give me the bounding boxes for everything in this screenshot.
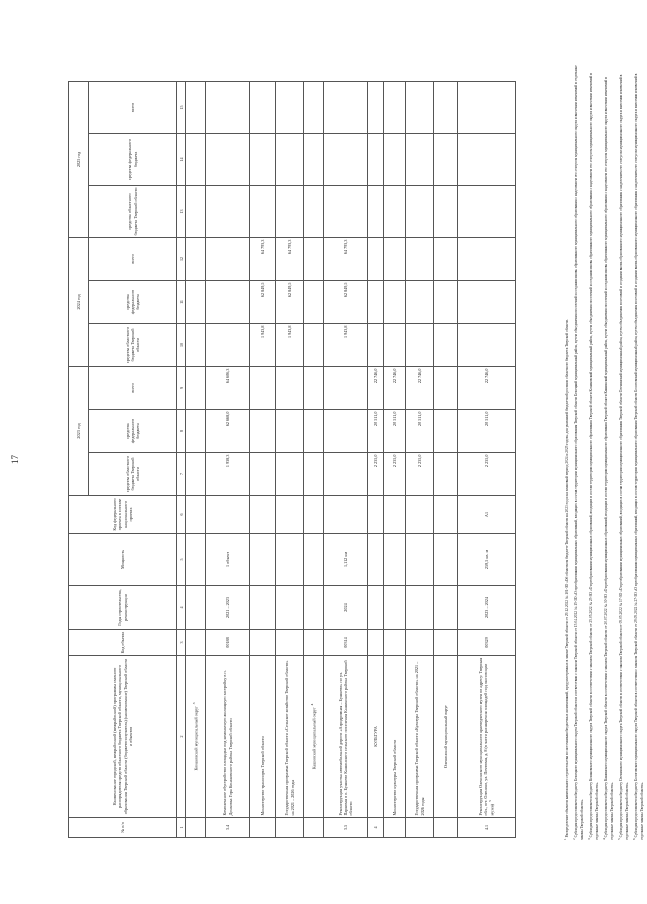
cell-name	[250, 656, 276, 818]
cell-f24	[368, 280, 384, 323]
cell-t23: 22 746,0	[368, 366, 384, 409]
cell-name	[206, 656, 250, 818]
cell-name	[384, 656, 406, 818]
row-name: Комплексное обустройство площадки под компактную жилищную застройку в п. Донховка Гора Конаковского района Тверской области	[222, 670, 233, 816]
column-number: 12	[177, 237, 186, 280]
footnote-ref: 5	[488, 800, 493, 802]
footnote	[632, 64, 645, 840]
footnote	[563, 64, 571, 840]
cell-r25	[368, 185, 384, 237]
cell-years	[304, 586, 324, 630]
column-number: 4	[177, 586, 186, 630]
header-regional-2024: средства областного бюджета Тверской области	[89, 323, 177, 366]
cell-f23	[304, 410, 324, 453]
footnote-number: 5	[617, 838, 622, 840]
column-number: 3	[177, 630, 186, 656]
cell-code	[276, 630, 304, 656]
cell-f24: 62 849,5	[324, 280, 368, 323]
cell-t24	[368, 237, 384, 280]
cell-fed	[384, 496, 406, 534]
table-body	[186, 81, 516, 837]
cell-t24	[406, 237, 434, 280]
cell-t24	[434, 237, 458, 280]
cell-no	[434, 818, 458, 838]
column-number: 7	[177, 453, 186, 496]
cell-fed	[206, 496, 250, 534]
column-number: 6	[177, 496, 186, 534]
cell-f25	[384, 133, 406, 185]
cell-r25	[304, 185, 324, 237]
cell-t23: 22 746,0	[384, 366, 406, 409]
cell-r24: 1 943,8	[324, 323, 368, 366]
cell-r25	[250, 185, 276, 237]
cell-fed	[186, 496, 206, 534]
cell-f23: 20 511,0	[384, 410, 406, 453]
cell-name	[368, 656, 384, 818]
column-number: 15	[177, 81, 186, 133]
cell-code: 00314	[324, 630, 368, 656]
cell-cap: 1 объект	[206, 534, 250, 586]
footnote-text: Субсидия предоставляется бюджету Оленинского муниципального округа Тверской области в соответствии с законом Тверской области от 05.05.2022 № 17-ЗО «О преобразовании муниципальных образований, входящих в состав территории муниципального образования Тверской области Оленинский муниципальный район, путем объединения поселений и создании вновь образованного муниципального образования с наделением его статусом муниципального округа и внесении изменений в отдельные законы Тверской области».	[619, 74, 629, 840]
cell-r24: 1 943,8	[276, 323, 304, 366]
cell-f24	[186, 280, 206, 323]
cell-fed	[276, 496, 304, 534]
column-number: 13	[177, 185, 186, 237]
cell-r25	[324, 185, 368, 237]
table-row	[206, 81, 250, 837]
table-row	[304, 81, 324, 837]
cell-f25	[406, 133, 434, 185]
cell-r24	[186, 323, 206, 366]
cell-r25	[276, 185, 304, 237]
table-row	[406, 81, 434, 837]
cell-r23	[250, 453, 276, 496]
header-fed-code: Код федерального проекта в составе национального проекта	[69, 496, 177, 534]
cell-f25	[250, 133, 276, 185]
cell-t25	[458, 81, 516, 133]
cell-f23	[250, 410, 276, 453]
row-name: Министерство культуры Тверской области	[391, 739, 397, 816]
cell-fed	[304, 496, 324, 534]
column-number: 10	[177, 323, 186, 366]
header-federal-2023: средства федерального бюджета	[89, 410, 177, 453]
cell-no: 3.4	[206, 818, 250, 838]
cell-r23: 2 235,0	[406, 453, 434, 496]
cell-code	[406, 630, 434, 656]
header-total-2024: всего	[89, 237, 177, 280]
cell-r23: 2 235,0	[458, 453, 516, 496]
cell-code: 00329	[458, 630, 516, 656]
footnote-number: 3	[587, 838, 592, 840]
cell-code: 00188	[206, 630, 250, 656]
cell-cap	[406, 534, 434, 586]
cell-f25	[434, 133, 458, 185]
column-number: 11	[177, 280, 186, 323]
cell-f24	[384, 280, 406, 323]
cell-r23	[434, 453, 458, 496]
row-name: КУЛЬТУРА	[372, 726, 378, 747]
cell-t23: 64 606,3	[206, 366, 250, 409]
cell-f23	[434, 410, 458, 453]
cell-code	[304, 630, 324, 656]
column-number: 1	[177, 818, 186, 838]
cell-r23	[186, 453, 206, 496]
cell-years	[276, 586, 304, 630]
cell-cap	[384, 534, 406, 586]
header-total-2023: всего	[89, 366, 177, 409]
cell-name	[458, 656, 516, 818]
row-name: Министерство транспорта Тверской области	[259, 736, 265, 816]
cell-code	[434, 630, 458, 656]
table-row	[384, 81, 406, 837]
cell-t25	[304, 81, 324, 133]
cell-t23	[304, 366, 324, 409]
header-no: № п/п	[69, 818, 177, 838]
cell-f23: 62 668,0	[206, 410, 250, 453]
cell-r24: 1 943,8	[250, 323, 276, 366]
column-number-row	[177, 81, 186, 837]
column-number: 8	[177, 410, 186, 453]
header-federal-2025: средства федерального бюджета	[89, 133, 177, 185]
cell-cap	[368, 534, 384, 586]
cell-name	[186, 656, 206, 818]
table-row	[186, 81, 206, 837]
cell-f24	[304, 280, 324, 323]
cell-fed	[250, 496, 276, 534]
column-number: 9	[177, 366, 186, 409]
column-number: 14	[177, 133, 186, 185]
header-year-2024: 2024 год	[69, 237, 89, 366]
cell-t24: 64 793,3	[276, 237, 304, 280]
cell-r24	[304, 323, 324, 366]
footnote-ref: 3	[192, 702, 197, 705]
cell-f24: 62 849,5	[250, 280, 276, 323]
cell-f25	[304, 133, 324, 185]
footnote-text: Субсидия предоставляется бюджету Бологовского муниципального округа Тверской области в соответствии с законом Тверской области от 29.05.2022 № 27-ЗО «О преобразовании муниципальных образований, входящих в состав территории муниципального образования Тверской области Бологовский муниципальный район, путем объединения поселений и создании вновь образованного муниципального образования с наделением его статусом муниципального округа и внесении изменений в отдельные законы Тверской области».	[634, 73, 644, 840]
cell-no	[384, 818, 406, 838]
footnote	[572, 64, 585, 840]
cell-fed: A1	[458, 496, 516, 534]
header-regional-2025: средства областного бюджета Тверской области	[89, 185, 177, 237]
header-regional-2023: средства областного бюджета Тверской области	[89, 453, 177, 496]
cell-t25	[276, 81, 304, 133]
header-federal-2024: средства федерального бюджета	[89, 280, 177, 323]
cell-f23: 20 511,0	[368, 410, 384, 453]
footnote-number: 1	[563, 838, 567, 840]
cell-f25	[186, 133, 206, 185]
cell-f25	[206, 133, 250, 185]
cell-no	[250, 818, 276, 838]
row-name: Кашинский муниципальный округ	[311, 707, 317, 770]
cell-f23	[324, 410, 368, 453]
cell-no	[186, 818, 206, 838]
column-number: 2	[177, 656, 186, 818]
cell-years	[406, 586, 434, 630]
row-name: Государственная программа Тверской области «Культура Тверской области» на 2021 – 2026 годы	[414, 661, 425, 816]
cell-t23	[324, 366, 368, 409]
footnote-ref: 4	[310, 703, 315, 706]
cell-r24	[368, 323, 384, 366]
cell-f25	[368, 133, 384, 185]
cell-t23	[186, 366, 206, 409]
cell-years	[186, 586, 206, 630]
cell-t23: 22 746,0	[458, 366, 516, 409]
cell-years	[250, 586, 276, 630]
cell-t24	[206, 237, 250, 280]
cell-name	[406, 656, 434, 818]
cell-code	[186, 630, 206, 656]
cell-r24	[458, 323, 516, 366]
cell-no	[406, 818, 434, 838]
cell-no	[276, 818, 304, 838]
cell-cap	[434, 534, 458, 586]
cell-r23	[276, 453, 304, 496]
cell-f24	[206, 280, 250, 323]
cell-r23: 2 235,0	[368, 453, 384, 496]
capital-construction-table	[68, 81, 516, 838]
cell-r24	[384, 323, 406, 366]
row-name: Конаковский муниципальный округ	[193, 706, 199, 771]
table-row	[276, 81, 304, 837]
footnote-number: 2	[572, 838, 577, 840]
footnote	[602, 64, 615, 840]
header-code: Код объекта	[69, 630, 177, 656]
cell-t25	[384, 81, 406, 133]
footnote-number: 6	[631, 838, 636, 840]
cell-code	[250, 630, 276, 656]
cell-t25	[250, 81, 276, 133]
cell-fed	[434, 496, 458, 534]
cell-f24	[434, 280, 458, 323]
header-year-2025: 2025 год	[69, 81, 89, 237]
cell-r24	[406, 323, 434, 366]
cell-cap: 1,112 км	[324, 534, 368, 586]
footnote-number: 4	[602, 838, 607, 840]
cell-t25	[406, 81, 434, 133]
cell-r23: 1 938,3	[206, 453, 250, 496]
cell-t24	[384, 237, 406, 280]
cell-t23: 22 746,0	[406, 366, 434, 409]
cell-cap	[304, 534, 324, 586]
cell-f25	[276, 133, 304, 185]
cell-r25	[434, 185, 458, 237]
cell-t23	[276, 366, 304, 409]
cell-r25	[458, 185, 516, 237]
cell-fed	[368, 496, 384, 534]
column-number: 5	[177, 534, 186, 586]
header-total-2025: всего	[89, 81, 177, 133]
cell-t25	[434, 81, 458, 133]
page-number: 17	[10, 455, 20, 464]
table-row	[368, 81, 384, 837]
footnote-text: Субсидия предоставляется бюджету Бежецкого муниципального округа Тверской области в соответствии с законом Тверской области от 15.04.2022 № 15-ЗО «О преобразовании муниципальных образований, входящих в состав территории муниципального образования Тверской области Бежецкий муниципальный район, путем объединения поселений и создании вновь образованного муниципального образования с наделением его статусом муниципального округа и внесении изменений в отдельные законы Тверской области».	[574, 65, 585, 840]
header-capacity: Мощность	[69, 534, 177, 586]
cell-t24: 64 793,3	[250, 237, 276, 280]
cell-r23	[324, 453, 368, 496]
cell-t25	[206, 81, 250, 133]
table-row	[458, 81, 516, 837]
cell-f23: 20 511,0	[406, 410, 434, 453]
cell-f24: 62 849,5	[276, 280, 304, 323]
cell-cap	[186, 534, 206, 586]
cell-cap	[250, 534, 276, 586]
cell-f24	[406, 280, 434, 323]
cell-f25	[324, 133, 368, 185]
cell-name	[304, 656, 324, 818]
cell-code	[368, 630, 384, 656]
row-name: Реконструкция участка автомобильной дороги «Аэродромная – Бушнево» по ул. Парковая в п. Бушнево Кашинского сельского поселения Кашинского района Тверской области	[337, 660, 354, 816]
cell-r23	[304, 453, 324, 496]
cell-t23	[434, 366, 458, 409]
cell-no	[304, 818, 324, 838]
cell-years: 2021 – 2023	[206, 586, 250, 630]
header-year-2023: 2023 год	[69, 366, 89, 495]
cell-f23	[186, 410, 206, 453]
cell-t24	[186, 237, 206, 280]
cell-r25	[384, 185, 406, 237]
cell-t24	[304, 237, 324, 280]
table-row	[434, 81, 458, 837]
footnote-text: Субсидия предоставляется бюджету Конаковского муниципального округа Тверской области в соответствии с законом Тверской области от 25.05.2022 № 25-ЗО «О преобразовании муниципальных образований, входящих в состав территории муниципального образования Тверской области Конаковский муниципальный район, путем объединения поселений и создании вновь образованного муниципального образования с наделением его статусом муниципального округа и внесении изменений в отдельные законы Тверской области».	[589, 73, 599, 840]
cell-name	[276, 656, 304, 818]
table-row	[324, 81, 368, 837]
row-name: Реконструкция Оленинского муниципального краеведческого музея по адресу: Тверская обл., пгт. Оленино, ул. Почтовая, д. 8 (в части расширения площадей под экспозиции музея)	[477, 657, 495, 816]
cell-code	[384, 630, 406, 656]
cell-r23: 2 235,0	[384, 453, 406, 496]
footnote	[587, 64, 600, 840]
cell-t24	[458, 237, 516, 280]
cell-cap: 259,5 кв. м	[458, 534, 516, 586]
cell-t24: 64 793,3	[324, 237, 368, 280]
cell-no: 3.5	[324, 818, 368, 838]
table-row	[250, 81, 276, 837]
cell-r25	[186, 185, 206, 237]
cell-fed	[324, 496, 368, 534]
cell-name	[324, 656, 368, 818]
cell-years: 2023 – 2024	[458, 586, 516, 630]
cell-years	[434, 586, 458, 630]
header-years: Годы строительства, реконструкции	[69, 586, 177, 630]
cell-r24	[434, 323, 458, 366]
cell-f24	[458, 280, 516, 323]
cell-years	[368, 586, 384, 630]
footnotes	[563, 64, 647, 840]
footnote	[617, 64, 630, 840]
cell-t23	[250, 366, 276, 409]
header-name: Наименование городской, межрайонной (межрайонной) программы главного распорядителя средств областного бюджета Тверской области, муниципального образования Тверской области (бюджетополучатель) (наименование) Тверской области и объектов	[69, 656, 177, 818]
cell-f23	[276, 410, 304, 453]
cell-t25	[368, 81, 384, 133]
cell-r25	[206, 185, 250, 237]
cell-r25	[406, 185, 434, 237]
row-name: Государственная программа Тверской области «Сельское хозяйство Тверской области» на 2021 – 2026 годы	[284, 660, 295, 816]
cell-cap	[276, 534, 304, 586]
footnote-text: Субсидия предоставляется бюджету Кашинского муниципального округа Тверской области в соответствии с законом Тверской области от 20.07.2022 № 30-ЗО «О преобразовании муниципальных образований, входящих в состав территории муниципального образования Тверской области Кашинский муниципальный район, путем объединения поселений и создании вновь образованного муниципального образования с наделением его статусом муниципального округа и внесении изменений в отдельные законы Тверской области».	[604, 77, 614, 840]
cell-f25	[458, 133, 516, 185]
cell-f23: 20 511,0	[458, 410, 516, 453]
cell-no: 4.1	[458, 818, 516, 838]
cell-t25	[186, 81, 206, 133]
cell-no: 4	[368, 818, 384, 838]
cell-fed	[406, 496, 434, 534]
cell-years: 2024	[324, 586, 368, 630]
cell-t25	[324, 81, 368, 133]
cell-name	[434, 656, 458, 818]
cell-r24	[206, 323, 250, 366]
cell-years	[384, 586, 406, 630]
row-name: Оленинский муниципальный округ	[442, 704, 448, 769]
footnote-text: Распределение объектов капитального строительства по источникам бюджетных ассигнований, предусмотренных в законе Тверской области от 29.12.2022 № 101-ЗО «Об областном бюджете Тверской области на 2023 год и на плановый период 2024 и 2025 годов» для указанной бюджетной росписи областного бюджета Тверской области.	[565, 319, 570, 838]
